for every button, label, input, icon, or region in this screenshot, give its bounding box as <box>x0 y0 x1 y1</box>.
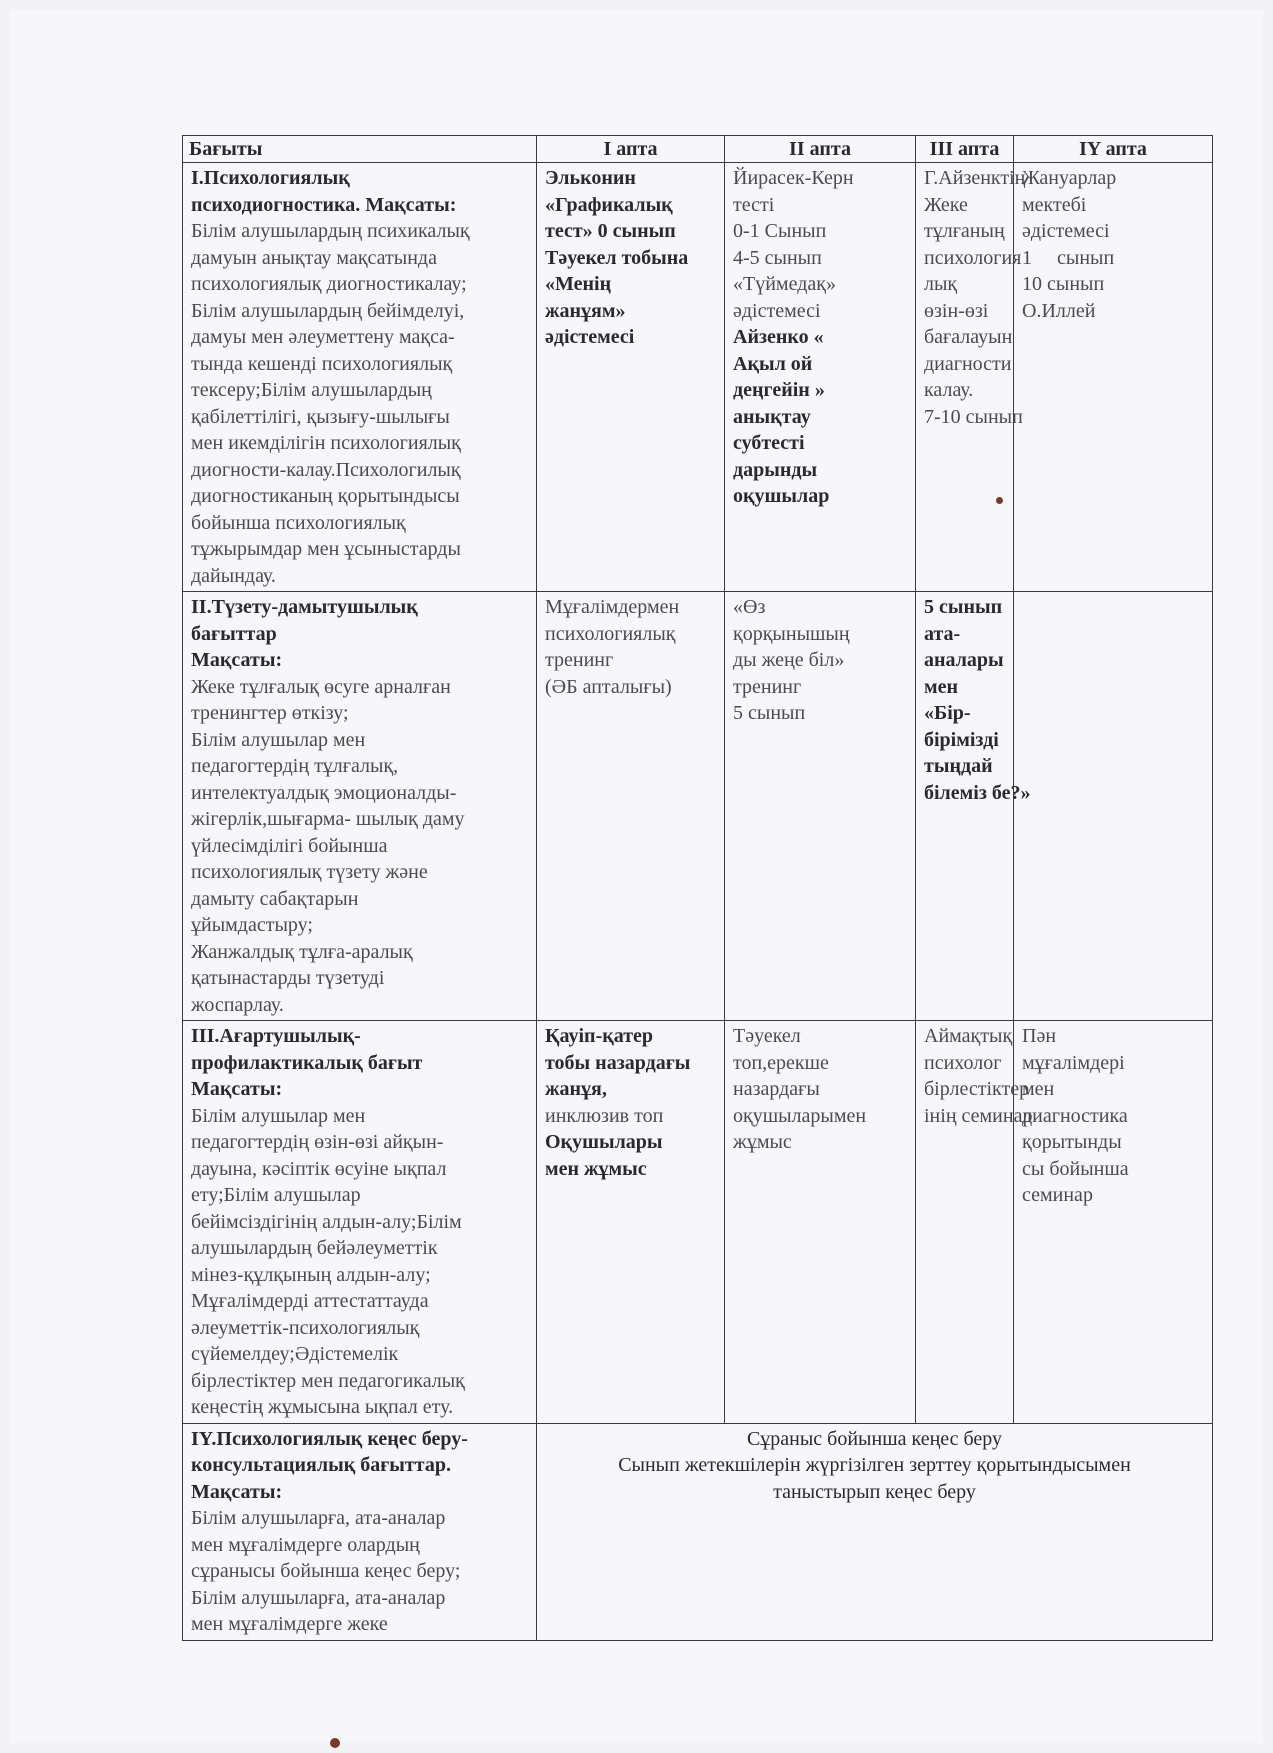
activity-text: бірлестіктер <box>924 1078 1030 1100</box>
activity-text: тыңдай <box>924 755 993 777</box>
activity-text: мен <box>924 675 959 698</box>
direction-goal-text: дамыту сабақтарын <box>191 887 359 910</box>
direction-goal-text: бірлестіктер мен педагогикалық <box>191 1369 465 1392</box>
direction-goal-text: диогностиканың қорытындысы <box>191 485 460 507</box>
direction-title: бағыттар <box>191 622 277 645</box>
activity-text: мұғалімдері <box>1022 1051 1125 1074</box>
activity-text: психолог <box>924 1051 1002 1074</box>
direction-goal-text: мен икемділігін психологиялық <box>191 432 461 454</box>
merged-weeks-cell <box>537 1423 1213 1640</box>
activity-text: бағалауын <box>924 326 1013 348</box>
direction-goal-text: мінез-құлқының алдын-алу; <box>191 1263 431 1286</box>
table-row <box>183 1423 1213 1640</box>
activity-text: Оқушылары <box>545 1131 663 1153</box>
activity-text: аналары <box>924 649 1004 671</box>
activity-text: мен жұмыс <box>545 1157 647 1180</box>
activity-text: «Менің <box>545 273 612 295</box>
direction-goal-text: бойынша психологиялық <box>191 511 406 534</box>
activity-text: тест» 0 сынып <box>545 220 676 242</box>
activity-text: қорытынды <box>1022 1131 1122 1153</box>
activity-text: топ,ерекше <box>733 1051 829 1074</box>
direction-goal-text: тұжырымдар мен ұсыныстарды <box>191 538 461 560</box>
direction-goal-text: Білім алушылар мен <box>191 1104 366 1127</box>
direction-goal-text: психологиялық түзету және <box>191 861 428 883</box>
direction-cell <box>183 592 537 1021</box>
activity-text: дарынды <box>733 458 818 481</box>
direction-cell <box>183 163 537 592</box>
activity-text: «Түймедақ» <box>733 273 836 295</box>
activity-text: 0-1 Сынып <box>733 220 827 242</box>
activity-text: сы бойынша <box>1022 1157 1129 1180</box>
direction-goal-text: Жанжалдық тұлға-аралық <box>191 940 413 963</box>
direction-goal-text: дамуы мен әлеуметтену мақса- <box>191 326 455 348</box>
direction-goal-text: дауына, кәсіптік өсуіне ықпал <box>191 1157 447 1180</box>
direction-goal-text: кеңестің жұмысына ықпал ету. <box>191 1396 454 1418</box>
activity-text: тренинг <box>733 675 802 698</box>
work-plan-table <box>182 135 1213 1641</box>
activity-text: Ақыл ой <box>733 352 813 375</box>
week-1-cell <box>537 163 725 592</box>
activity-text: Аймақтық <box>924 1025 1013 1047</box>
direction-goal-text: дайындау. <box>191 564 276 587</box>
direction-goal-text: ету;Білім алушылар <box>191 1184 361 1206</box>
direction-title: IY.Психологиялық кеңес беру- <box>191 1427 468 1450</box>
direction-cell <box>183 1021 537 1424</box>
activity-text: Тәуекел тобына <box>545 246 689 269</box>
activity-text: әдістемесі <box>545 326 635 348</box>
header-week-2: II апта <box>725 136 916 163</box>
activity-text: «Өз <box>733 596 766 618</box>
activity-text: жұмыс <box>733 1131 792 1153</box>
header-week-1: I апта <box>537 136 725 163</box>
activity-text: 1 сынып <box>1022 246 1115 269</box>
direction-title: I.Психологиялық <box>191 167 350 189</box>
direction-goal-text: тында кешенді психологиялық <box>191 352 453 375</box>
direction-goal-text: мен мұғалімдерге жеке <box>191 1613 388 1635</box>
activity-text: тесті <box>733 193 775 216</box>
activity-text: Г.Айзенктің <box>924 167 1026 189</box>
activity-text: лық <box>924 273 958 295</box>
activity-text: диагностика <box>1022 1104 1128 1127</box>
direction-goal-text: психологиялық диогностикалау; <box>191 273 467 295</box>
header-week-4: IY апта <box>1014 136 1213 163</box>
activity-text: жанұям» <box>545 299 626 322</box>
direction-goal-text: әлеуметтік-психологиялық <box>191 1316 420 1339</box>
activity-text: ды жеңе біл» <box>733 649 845 671</box>
direction-goal-text: жігерлік,шығарма- шылық даму <box>191 808 465 830</box>
activity-text: қорқынышың <box>733 622 850 645</box>
activity-text: Жеке <box>924 193 968 216</box>
activity-text: семинар <box>1022 1184 1093 1206</box>
activity-text: субтесті <box>733 432 805 454</box>
direction-title: профилактикалық бағыт <box>191 1051 423 1074</box>
activity-text: оқушыларымен <box>733 1104 867 1127</box>
consultation-text: Сынып жетекшілерін жүргізілген зерттеу қорытындысымен <box>618 1454 1131 1476</box>
direction-goal-text: Жеке тұлғалық өсуге арналған <box>191 675 451 698</box>
direction-goal-text: интелектуалдық эмоционалды- <box>191 781 457 804</box>
activity-text: 10 сынып <box>1022 273 1105 295</box>
direction-title: II.Түзету-дамытушылық <box>191 596 418 618</box>
activity-text: мектебі <box>1022 193 1087 216</box>
week-2-cell <box>725 163 916 592</box>
activity-text: анықтау <box>733 405 811 428</box>
activity-text: Эльконин <box>545 167 636 189</box>
direction-title: Мақсаты: <box>191 1480 283 1503</box>
activity-text: «Графикалық <box>545 193 673 216</box>
direction-goal-text: сұранысы бойынша кеңес беру; <box>191 1560 461 1582</box>
ink-spot <box>330 1738 340 1748</box>
consultation-text: таныстырып кеңес беру <box>773 1480 976 1503</box>
direction-goal-text: қабілеттілігі, қызығу-шылығы <box>191 405 450 428</box>
direction-goal-text: жоспарлау. <box>191 993 284 1016</box>
direction-goal-text: қатынастарды түзетуді <box>191 967 385 989</box>
header-direction: Бағыты <box>183 136 537 163</box>
direction-goal-text: бейімсіздігінің алдын-алу;Білім <box>191 1210 462 1233</box>
direction-title: психодиогностика. Мақсаты: <box>191 193 457 216</box>
week-1-cell <box>537 1021 725 1424</box>
activity-text: білеміз бе?» <box>924 781 1031 804</box>
table-row <box>183 592 1213 1021</box>
direction-goal-text: ұйымдастыру; <box>191 914 313 936</box>
activity-text: деңгейін » <box>733 379 825 401</box>
direction-goal-text: сүйемелдеу;Әдістемелік <box>191 1343 399 1365</box>
activity-text: Мұғалімдермен <box>545 596 680 618</box>
direction-goal-text: мен мұғалімдерге олардың <box>191 1533 420 1556</box>
consultation-text: Сұраныс бойынша кеңес беру <box>746 1427 1003 1450</box>
activity-text: өзін-өзі <box>924 299 989 322</box>
header-week-3: III апта <box>916 136 1014 163</box>
table-row <box>183 1021 1213 1424</box>
direction-goal-text: Білім алушыларға, ата-аналар <box>191 1507 446 1529</box>
direction-goal-text: алушылардың бейәлеуметтік <box>191 1237 438 1259</box>
direction-goal-text: тренингтер өткізу; <box>191 702 349 724</box>
direction-goal-text: педагогтердің өзін-өзі айқын- <box>191 1131 444 1153</box>
activity-text: жанұя, <box>545 1078 607 1100</box>
direction-goal-text: Білім алушылардың бейімделуі, <box>191 299 465 322</box>
direction-goal-text: Білім алушылар мен <box>191 728 366 751</box>
direction-goal-text: педагогтердің тұлғалық, <box>191 755 399 777</box>
activity-text: 4-5 сынып <box>733 246 822 269</box>
activity-text: оқушылар <box>733 485 830 507</box>
activity-text: ата- <box>924 622 961 645</box>
activity-text: інің семинар <box>924 1104 1033 1127</box>
activity-text: тұлғаның <box>924 220 1005 242</box>
activity-text: Айзенко « <box>733 326 824 348</box>
direction-title: Мақсаты: <box>191 1078 283 1100</box>
direction-title: консультациялық бағыттар. <box>191 1454 451 1476</box>
activity-text: тренинг <box>545 649 614 671</box>
activity-text: психология <box>924 246 1022 269</box>
direction-goal-text: Мұғалімдерді аттестаттауда <box>191 1290 429 1312</box>
activity-text: назардағы <box>733 1078 820 1100</box>
header-row <box>183 136 1213 163</box>
direction-goal-text: дамуын анықтау мақсатында <box>191 246 437 269</box>
direction-goal-text: диогности-калау.Психологилық <box>191 458 461 481</box>
activity-text: 5 сынып <box>733 702 806 724</box>
week-4-cell <box>1014 163 1213 592</box>
activity-text: Йирасек-Керн <box>733 167 854 189</box>
activity-text: Пән <box>1022 1025 1057 1047</box>
activity-text: 5 сынып <box>924 596 1003 618</box>
activity-text: Тәуекел <box>733 1025 801 1047</box>
week-3-cell <box>916 592 1031 1021</box>
activity-text: психологиялық <box>545 622 676 645</box>
activity-text: Қауіп-қатер <box>545 1025 654 1047</box>
activity-text: 7-10 сынып <box>924 405 1023 428</box>
direction-goal-text: Білім алушыларға, ата-аналар <box>191 1586 446 1609</box>
activity-text: О.Иллей <box>1022 299 1096 322</box>
activity-text: калау. <box>924 379 974 401</box>
week-3-cell <box>916 1021 1033 1424</box>
activity-text: инклюзив топ <box>545 1104 664 1127</box>
activity-text: «Бір- <box>924 702 971 724</box>
activity-text: мен <box>1022 1078 1055 1100</box>
week-1-cell <box>537 592 725 1021</box>
direction-cell <box>183 1423 537 1640</box>
direction-goal-text: үйлесімділігі бойынша <box>191 834 388 857</box>
week-4-cell <box>1014 592 1213 1021</box>
direction-goal-text: Білім алушылардың психикалық <box>191 220 470 242</box>
activity-text: (ӘБ апталығы) <box>545 675 672 698</box>
activity-text: әдістемесі <box>733 299 821 322</box>
direction-title: III.Ағартушылық- <box>191 1025 361 1047</box>
direction-goal-text: тексеру;Білім алушылардың <box>191 379 432 401</box>
activity-text: әдістемесі <box>1022 220 1110 242</box>
activity-text: бірімізді <box>924 728 999 751</box>
activity-text: тобы назардағы <box>545 1051 691 1074</box>
week-3-cell <box>916 163 1026 592</box>
activity-text: диагности <box>924 352 1012 375</box>
week-2-cell <box>725 592 916 1021</box>
table-row <box>183 163 1213 592</box>
week-2-cell <box>725 1021 916 1424</box>
direction-title: Мақсаты: <box>191 649 283 671</box>
week-4-cell <box>1014 1021 1213 1424</box>
activity-text: Жануарлар <box>1022 167 1117 189</box>
